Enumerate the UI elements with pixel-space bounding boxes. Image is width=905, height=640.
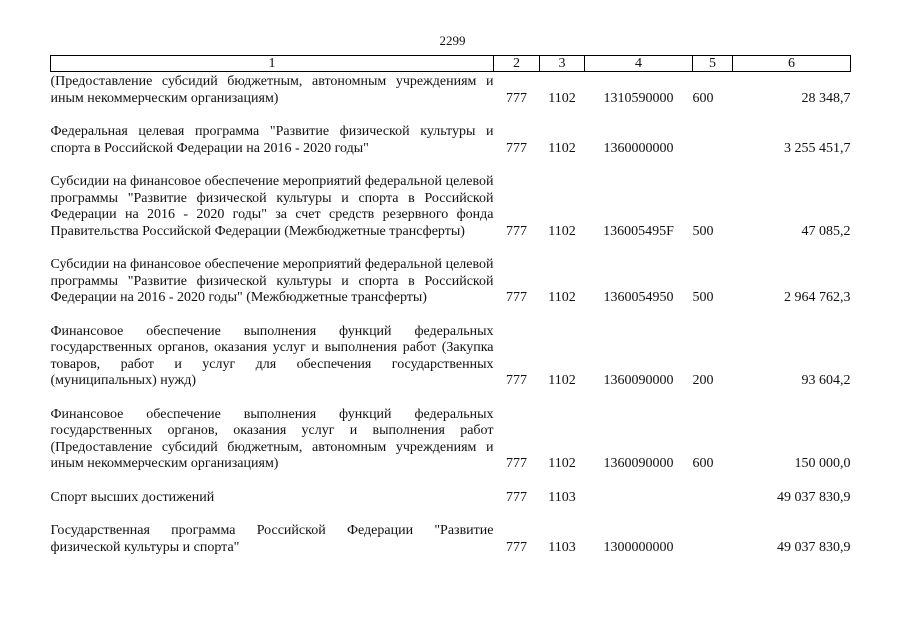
row-col4: 1360090000 bbox=[603, 456, 674, 471]
row-col5: 200 bbox=[692, 373, 714, 388]
budget-table bbox=[50, 55, 851, 556]
row-col3: 1102 bbox=[548, 90, 576, 106]
row-col2: 777 bbox=[506, 489, 527, 505]
row-col5: 500 bbox=[692, 290, 714, 305]
row-col2: 777 bbox=[506, 456, 527, 471]
row-col5: 500 bbox=[692, 223, 714, 239]
table-row bbox=[51, 72, 851, 108]
row-col4: 1360000000 bbox=[603, 140, 674, 156]
row-col5 bbox=[693, 490, 733, 507]
table-row bbox=[51, 257, 851, 307]
row-col6: 49 037 830,9 bbox=[777, 489, 851, 505]
row-col4 bbox=[585, 490, 693, 507]
table-row bbox=[51, 490, 851, 507]
table-header-row bbox=[51, 56, 851, 72]
row-col5 bbox=[693, 523, 733, 556]
table-row bbox=[51, 174, 851, 240]
row-col4: 1310590000 bbox=[603, 90, 674, 106]
row-col6: 3 255 451,7 bbox=[784, 140, 851, 156]
row-col2: 777 bbox=[506, 290, 527, 305]
row-col3: 1102 bbox=[548, 140, 576, 156]
row-description: Субсидии на финансовое обеспечение мероприятий федеральной целевой программы "Развитие физической культуры и спорта в Российской Федерации на 2016 - 2020 годы" (Межбюджетные трансферты) bbox=[50, 257, 494, 305]
row-col3: 1102 bbox=[548, 223, 576, 239]
header-col-2: 2 bbox=[494, 56, 540, 72]
row-col4: 1360090000 bbox=[603, 373, 674, 388]
table-row bbox=[51, 523, 851, 556]
header-col-1: 1 bbox=[51, 56, 494, 72]
row-col6: 93 604,2 bbox=[801, 373, 851, 388]
table-row bbox=[51, 407, 851, 473]
row-col2: 777 bbox=[506, 223, 527, 239]
row-col5 bbox=[693, 124, 733, 157]
header-col-6: 6 bbox=[733, 56, 851, 72]
row-col5: 600 bbox=[692, 456, 714, 471]
row-col6: 150 000,0 bbox=[794, 456, 851, 471]
row-col2: 777 bbox=[506, 373, 527, 388]
row-col3: 1102 bbox=[548, 373, 576, 388]
row-col3: 1102 bbox=[548, 290, 576, 305]
row-description: Финансовое обеспечение выполнения функций федеральных государственных органов, оказания услуг и выполнения работ (Закупка товаров, работ и услуг для обеспечения государственных (муниципальных) нужд) bbox=[50, 323, 494, 388]
row-col4: 1300000000 bbox=[603, 539, 674, 555]
row-col6: 47 085,2 bbox=[801, 223, 851, 239]
row-description: Финансовое обеспечение выполнения функций федеральных государственных органов, оказания услуг и выполнения работ (Предоставление субсидий бюджетным, автономным учреждениям и иным некоммерческим организациям) bbox=[50, 406, 494, 471]
row-description: Государственная программа Российской Федерации "Развитие физической культуры и спорта" bbox=[50, 523, 494, 555]
header-col-4: 4 bbox=[585, 56, 693, 72]
table-row bbox=[51, 124, 851, 157]
page-number: 2299 bbox=[439, 33, 466, 48]
row-col4: 136005495F bbox=[603, 223, 674, 239]
table-row bbox=[51, 324, 851, 390]
row-description: Субсидии на финансовое обеспечение мероприятий федеральной целевой программы "Развитие физической культуры и спорта в Российской Федерации на 2016 - 2020 годы" за счет средств резервного фонда Правительства Российской Федерации (Межбюджетные трансферты) bbox=[50, 174, 494, 239]
row-col6: 2 964 762,3 bbox=[784, 290, 851, 305]
row-col2: 777 bbox=[506, 90, 527, 106]
row-col6: 28 348,7 bbox=[801, 90, 851, 106]
row-col3: 1103 bbox=[548, 489, 576, 505]
row-description: Федеральная целевая программа "Развитие физической культуры и спорта в Российской Федерации на 2016 - 2020 годы" bbox=[50, 124, 494, 156]
header-col-3: 3 bbox=[540, 56, 585, 72]
row-description: Спорт высших достижений bbox=[50, 489, 215, 505]
row-description: (Предоставление субсидий бюджетным, автономным учреждениям и иным некоммерческим организациям) bbox=[50, 74, 494, 106]
row-col3: 1102 bbox=[548, 456, 576, 471]
row-col4: 1360054950 bbox=[603, 290, 674, 305]
row-col2: 777 bbox=[506, 140, 527, 156]
header-col-5: 5 bbox=[693, 56, 733, 72]
row-col6: 49 037 830,9 bbox=[777, 539, 851, 555]
row-col3: 1103 bbox=[548, 539, 576, 555]
row-col5: 600 bbox=[692, 90, 714, 106]
row-col2: 777 bbox=[506, 539, 527, 555]
